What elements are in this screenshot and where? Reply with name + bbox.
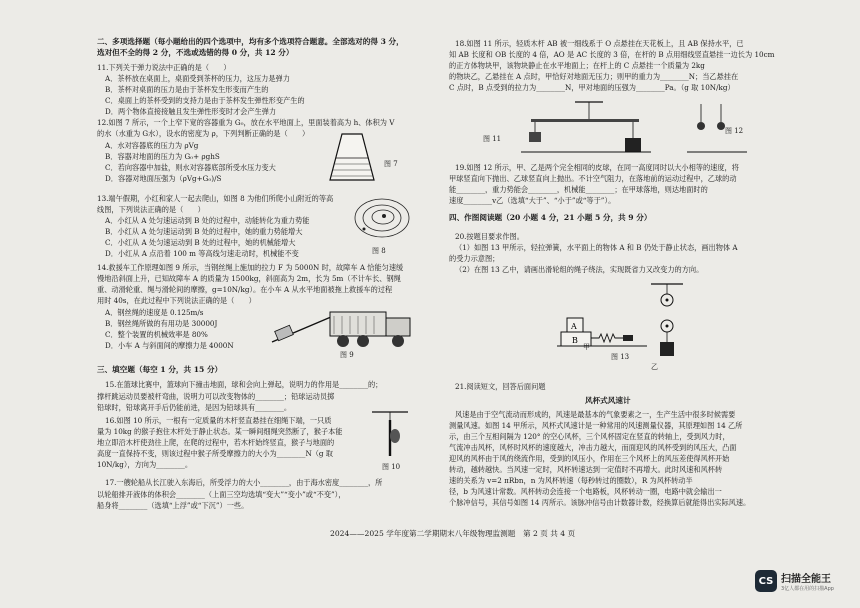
article-p4: 气流冲击风杯，风杯时风杯的速度越大，冲击力越大，而面迎风的风杯受到的风压大，凸面 <box>449 443 737 452</box>
q19-cont-1: 甲球竖直向下抛出、乙球竖直向上抛出。不计空气阻力，在落地前的运动过程中，乙球的动 <box>449 174 737 183</box>
article-p1: 风速是由于空气流动而形成的，风速是最基本的气象要素之一，生产生活中很多时候需要 <box>455 410 736 419</box>
q14-cont-2: 重、动滑轮重、绳与滑轮间的摩擦，g=10N/kg）。在小车 A 从水平地面被拖上救援车的过程 <box>97 285 393 294</box>
q15-cont-1: 撑杆跳运动员要被杆弯曲，说明力可以改变物体的________；铅球运动员掷 <box>97 392 335 401</box>
q18-cont-2: 的正方体物块甲，该物块静止在水平地面上；在杆上的 C 点悬挂一个质量为 2kg <box>449 61 705 70</box>
figure-7-container-trapezoid <box>322 130 382 182</box>
section2-heading: 二、多项选择题（每小题给出的四个选项中，均有多个选项符合题意。全部选对的得 3 分， <box>97 37 404 46</box>
q14-option-b: B．钢丝绳所做的有用功是 30000J <box>105 319 218 328</box>
article-p9: 个脉冲信号，其信号如图 14 丙所示。该脉冲信号由计数器计数，经换算后就能得出实际风速。 <box>449 498 751 507</box>
q11-option-a: A．茶杯放在桌面上，桌面受到茶杯的压力，这压力是弹力 <box>105 74 290 83</box>
section2-heading-cont: 选对但不全的得 2 分，不选或选错的得 0 分，共 12 分） <box>97 48 294 57</box>
q11-option-c: C．桌面上的茶杯受到的支持力是由于茶杯发生弹性形变产生的 <box>105 96 305 105</box>
q14: 14.救援车工作原理如图 9 所示，当钢丝绳上施加的拉力 F 为 5000N 时，故障车 A 恰能匀速缓 <box>97 263 404 272</box>
q20-part2: （2）在图 13 乙中，请画出滑轮组的绳子绕法，实现既省力又改变力的方向。 <box>455 265 704 274</box>
section4-heading: 四、作图阅读题（20 小题 4 分，21 小题 5 分，共 9 分） <box>449 213 652 222</box>
q20-part1-cont: 的受力示意图； <box>449 254 500 263</box>
figure-13-yi-label: 乙 <box>651 363 658 371</box>
q19-cont-3: 速度________v乙（选填“大于”、“小于”或“等于”）。 <box>449 196 616 205</box>
q14-cont-1: 慢地沿斜面上升，已知故障车 A 的质量为 1500kg，斜面高为 2m，长为 5m（不计车长、钢绳 <box>97 274 401 283</box>
q12-option-d: D．容器对地面压强为（ρVg+G₀)/S <box>105 174 222 183</box>
q18: 18.如图 11 所示，轻质木杆 AB 被一细线系于 O 点悬挂在天花板上，且 AB 保持水平，已 <box>455 39 744 48</box>
q12: 12.如图 7 所示，一个上窄下宽的容器重为 G₀，放在水平地面上，里面装着高为 h、体积为 V <box>97 118 395 127</box>
article-p3: 示，由三个互相间隔为 120° 的空心风杯，三个风杯固定在竖直的转轴上，受到风力时， <box>449 432 730 441</box>
figure-9-caption: 图 9 <box>340 351 354 359</box>
article-p5: 迎风的风杯由于风的绕流作用，受到的风压小，作用在三个风杯上的风压差使得风杯开始 <box>449 454 730 463</box>
figure-9-rescue-truck <box>268 302 418 350</box>
section3-heading: 三、填空题（每空 1 分，共 15 分） <box>97 365 223 374</box>
page-footer: 2024——2025 学年度第二学期期末八年级物理监测题 第 2 页 共 4 页 <box>330 529 576 538</box>
q16-cont-1: 量为 10kg 的猴子抱住木杆处于静止状态。某一瞬间细绳突然断了，猴子本能 <box>97 427 343 436</box>
article-title: 风杯式风速计 <box>585 396 631 405</box>
figure-11-lever <box>521 100 651 156</box>
figure-10-monkey-pole <box>370 410 410 458</box>
q15-cont-2: 铅球时，铅球离开手后仍能前进，是因为铅球具有________。 <box>97 403 292 412</box>
figure-8-caption: 图 8 <box>372 247 386 255</box>
q15: 15.在篮球比赛中，篮球向下撞击地面，球和会向上弹起，说明力的作用是________的； <box>105 380 383 389</box>
camscanner-logo-icon: CS <box>755 570 777 592</box>
q12-option-b: B．容器对地面的压力为 G₀+ ρghS <box>105 152 220 161</box>
q13-option-b: B．小红从 A 处匀速运动到 B 处的过程中，她的重力势能增大 <box>105 227 303 236</box>
q12-cont: 的水（水重为 G水），设水的密度为 ρ，下列判断正确的是（ ） <box>97 129 310 138</box>
figure-12-caption: 图 12 <box>725 127 744 135</box>
article-p6: 转动，越转越快。当风速一定时，风杯转速达到一定值时不再增大。此时风速和风杯转 <box>449 465 723 474</box>
q18-cont-1: 知 AB 长度和 OB 长度的 4 倍，AO 是 AC 长度的 3 倍，在杆的 B 点用细线竖直悬挂一边长为 10cm <box>449 50 775 59</box>
q20: 20.按题目要求作图。 <box>455 232 524 241</box>
figure-11-caption: 图 11 <box>483 135 502 143</box>
figure-13-yi-pulleys <box>647 282 687 362</box>
scanner-app-name: 扫描全能王 <box>781 574 831 585</box>
q13: 13.端午假期，小红和家人一起去爬山，如图 8 为他们所爬小山附近的等高 <box>97 194 334 203</box>
q19-cont-2: 能________，重力势能会________，机械能________；在甲球落地，则达地面时的 <box>449 185 708 194</box>
svg-text:A: A <box>571 322 577 331</box>
q12-option-c: C．若向容器中加盐，则水对容器底部所受水压力变大 <box>105 163 276 172</box>
svg-text:B: B <box>572 336 578 345</box>
q14-cont-3: 用时 40s，在此过程中下列说法正确的是（ ） <box>97 296 256 305</box>
q13-cont: 线图，下列说法正确的是（ ） <box>97 205 205 214</box>
figure-7-caption: 图 7 <box>384 160 398 168</box>
article-p8: 径，b 为风速计常数。风杯转动会连接一个电路板，风杯转动一圈，电路中就会输出一 <box>449 487 722 496</box>
q19: 19.如图 12 所示，甲、乙是两个完全相同的皮球，在同一高度同时以大小相等的速度，将 <box>455 163 739 172</box>
q14-option-a: A．钢丝绳的速度是 0.125m/s <box>105 308 204 317</box>
figure-13-caption: 图 13 <box>611 353 630 361</box>
q13-option-d: D．小红从 A 点沿着 100 m 等高线匀速走动时，机械能不变 <box>105 249 299 258</box>
q17-cont-1: 以轮船排开液体的体积会________（上面三空均选填“变大”“变小”或“不变”）， <box>97 490 346 499</box>
q13-option-a: A．小红从 A 处匀速运动到 B 处的过程中，动能转化为重力势能 <box>105 216 310 225</box>
q16: 16.如图 10 所示，一根有一定质量的木杆竖直悬挂在细绳下端，一只质 <box>105 416 332 425</box>
scanner-text <box>781 570 834 592</box>
q16-cont-4: 10N/kg），方向为________。 <box>97 460 193 469</box>
q17: 17.一艘轮船从长江驶入东海后，所受浮力的大小________，由于海水密度________，所 <box>105 478 383 487</box>
figure-13-jia-label: 甲 <box>583 343 590 351</box>
q16-cont-3: 高度一直保持不变，则该过程中猴子所受摩擦力的大小为________N（g 取 <box>97 449 333 458</box>
figure-8-contour-map <box>352 196 412 244</box>
q21: 21.阅读短文，回答后面问题 <box>455 382 546 391</box>
scanner-tagline: 3亿人都在用的扫描App <box>781 586 834 592</box>
q11: 11.下列关于弹力说法中正确的是（ ） <box>97 63 231 72</box>
figure-13-jia-blocks <box>557 310 647 350</box>
q16-cont-2: 地立即沿木杆使劲往上爬，在爬的过程中，若木杆始终竖直，猴子与地面的 <box>97 438 335 447</box>
q20-part1: （1）如图 13 甲所示，轻拉弹簧，水平面上的物体 A 和 B 仍处于静止状态，画出物体 A <box>455 243 738 252</box>
q14-option-d: D．小车 A 与斜面间的摩擦力是 4000N <box>105 341 234 350</box>
q14-option-c: C．整个装置的机械效率是 80% <box>105 330 208 339</box>
scanner-watermark <box>755 570 834 592</box>
q17-cont-2: 船身将________（选填“上浮”或“下沉”）一些。 <box>97 501 249 510</box>
q11-option-d: D．两个物体直接接触且发生弹性形变时才会产生弹力 <box>105 107 277 116</box>
article-p2: 测量风速。如图 14 甲所示，风杯式风速计是一种常用的风速测量仪器，其原理如图 14 乙所 <box>449 421 743 430</box>
q13-option-c: C．小红从 A 处匀速运动到 B 处的过程中，她的机械能增大 <box>105 238 296 247</box>
q18-cont-3: 的物块乙，乙悬挂在 A 点时，甲恰好对地面无压力；则甲的重力为________N；当乙悬挂在 <box>449 72 739 81</box>
figure-10-caption: 图 10 <box>382 463 401 471</box>
article-p7: 速的关系为 v=2 πRbn，n 为风杯转速（每秒转过的圈数），R 为风杯转动半 <box>449 476 693 485</box>
q18-cont-4: C 点时，B 点受到的拉力为________N，甲对地面的压强为________Pa。（g 取 10N/kg） <box>449 83 735 92</box>
q12-option-a: A．水对容器底的压力为 ρVg <box>105 141 199 150</box>
q11-option-b: B．茶杯对桌面的压力是由于茶杯发生形变而产生的 <box>105 85 269 94</box>
